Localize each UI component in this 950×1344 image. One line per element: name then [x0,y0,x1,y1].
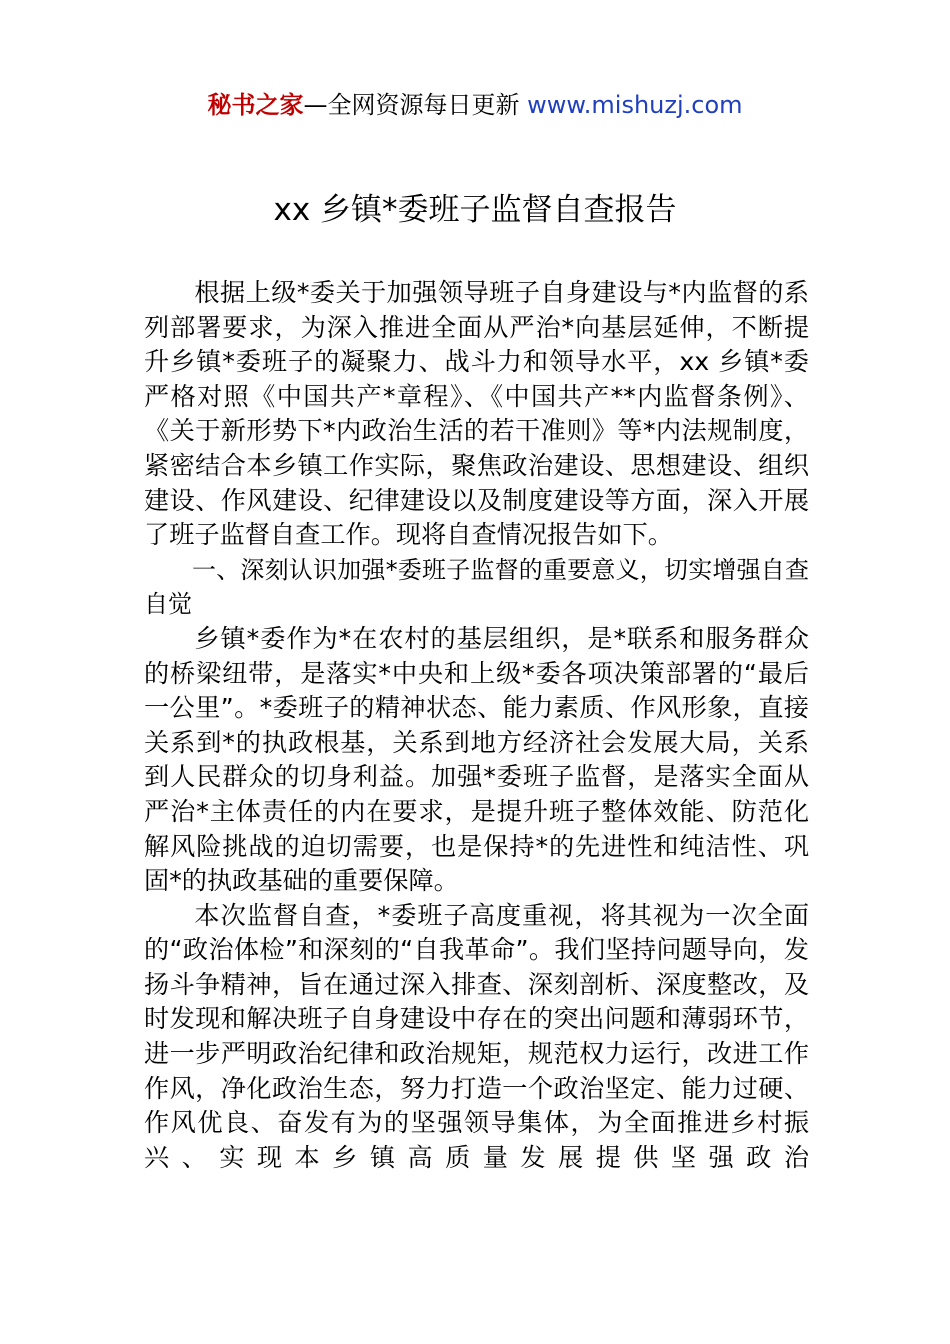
body-paragraph: 乡镇*委作为*在农村的基层组织，是*联系和服务群众的桥梁纽带，是落实*中央和上级*委各项决策部署的“最后一公里”。*委班子的精神状态、能力素质、作风形象，直接关系到*的执政根基，关系到地方经济社会发展大局，关系到人民群众的切身利益。加强*委班子监督，是落实全面从严治*主体责任的内在要求，是提升班子整体效能、防范化解风险挑战的迫切需要，也是保持*的先进性和纯洁性、巩固*的执政基础的重要保障。 [144,623,809,896]
site-header [0,88,950,122]
body-paragraph: 本次监督自查，*委班子高度重视，将其视为一次全面的“政治体检”和深刻的“自我革命”。我们坚持问题导向，发扬斗争精神，旨在通过深入排查、深刻剖析、深度整改，及时发现和解决班子自身建设中存在的突出问题和薄弱环节，进一步严明政治纪律和政治规矩，规范权力运行，改进工作作风，净化政治生态，努力打造一个政治坚定、能力过硬、作风优良、奋发有为的坚强领导集体，为全面推进乡村振兴、实现本乡镇高质量发展提供坚强政治 [144,900,809,1172]
site-url-link[interactable]: www.mishuzj.com [527,91,743,119]
intro-paragraph: 根据上级*委关于加强领导班子自身建设与*内监督的系列部署要求，为深入推进全面从严治*向基层延伸，不断提升乡镇*委班子的凝聚力、战斗力和领导水平，xx 乡镇*委严格对照《中国共产*章程》、《中国共产**内监督条例》、《关于新形势下*内政治生活的若干准则》等*内法规制度，紧密结合本乡镇工作实际，聚焦政治建设、思想建设、组织建设、作风建设、纪律建设以及制度建设等方面，深入开展了班子监督自查工作。现将自查情况报告如下。 [144,278,809,550]
section-heading-1: 一、深刻认识加强*委班子监督的重要意义，切实增强自查自觉 [144,555,809,619]
brand-name: 秘书之家 [207,91,304,119]
document-title: xx 乡镇*委班子监督自查报告 [273,192,677,228]
document-body [144,276,809,1175]
header-tagline: —全网资源每日更新 [303,91,528,119]
